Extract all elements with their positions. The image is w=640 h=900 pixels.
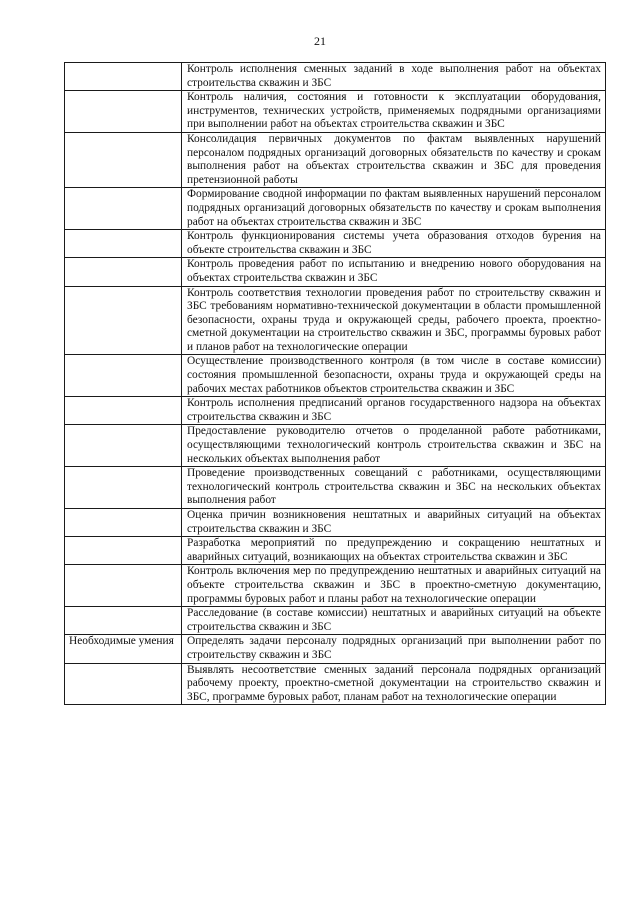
table-row xyxy=(65,258,606,286)
row-label xyxy=(65,663,182,705)
row-label xyxy=(65,91,182,133)
table-row xyxy=(65,565,606,607)
row-text: Расследование (в составе комиссии) нештатных и аварийных ситуаций на объекте строительства скважин и ЗБС xyxy=(182,607,606,635)
row-label xyxy=(65,258,182,286)
row-text: Формирование сводной информации по фактам выявленных нарушений персоналом подрядных организаций договорных обязательств по качеству и срокам выполнения работ на объектах строительства скважин и ЗБС xyxy=(182,188,606,230)
row-text: Проведение производственных совещаний с работниками, осуществляющими технологический контроль строительства скважин и ЗБС на нескольких объектах выполнения работ xyxy=(182,467,606,509)
row-text: Контроль функционирования системы учета образования отходов бурения на объекте строительства скважин и ЗБС xyxy=(182,230,606,258)
row-label xyxy=(65,63,182,91)
table-row xyxy=(65,188,606,230)
table-row xyxy=(65,132,606,187)
table-row xyxy=(65,91,606,133)
table-row xyxy=(65,635,606,663)
row-text: Разработка мероприятий по предупреждению и сокращению нештатных и аварийных ситуаций, возникающих на объектах строительства скважин и ЗБС xyxy=(182,537,606,565)
table-row xyxy=(65,230,606,258)
row-label xyxy=(65,509,182,537)
table-row xyxy=(65,509,606,537)
row-label xyxy=(65,188,182,230)
row-label xyxy=(65,355,182,397)
row-label xyxy=(65,607,182,635)
table-row xyxy=(65,63,606,91)
row-text: Оценка причин возникновения нештатных и аварийных ситуаций на объектах строительства скважин и ЗБС xyxy=(182,509,606,537)
table-row xyxy=(65,425,606,467)
competency-table xyxy=(64,62,606,705)
table-row xyxy=(65,663,606,705)
row-text: Контроль исполнения сменных заданий в ходе выполнения работ на объектах строительства скважин и ЗБС xyxy=(182,63,606,91)
row-text: Контроль наличия, состояния и готовности к эксплуатации оборудования, инструментов, технических устройств, применяемых подрядными организациями при выполнении работ на объектах строительства скважин и ЗБС xyxy=(182,91,606,133)
row-text: Консолидация первичных документов по фактам выявленных нарушений персоналом подрядных организаций договорных обязательств по качеству и срокам выполнения работ на объектах строительства скважин и ЗБС для проведения претензионной работы xyxy=(182,132,606,187)
table-row xyxy=(65,397,606,425)
row-label xyxy=(65,467,182,509)
row-label xyxy=(65,397,182,425)
page-number: 21 xyxy=(314,34,326,48)
row-label xyxy=(65,537,182,565)
row-label xyxy=(65,286,182,355)
row-label: Необходимые умения xyxy=(65,635,182,663)
table-row xyxy=(65,286,606,355)
row-label xyxy=(65,132,182,187)
row-text: Контроль исполнения предписаний органов государственного надзора на объектах строительства скважин и ЗБС xyxy=(182,397,606,425)
row-text: Предоставление руководителю отчетов о проделанной работе работниками, осуществляющими технологический контроль строительства скважин и ЗБС на нескольких объектах выполнения работ xyxy=(182,425,606,467)
table-row xyxy=(65,467,606,509)
table-row xyxy=(65,355,606,397)
row-text: Контроль соответствия технологии проведения работ по строительству скважин и ЗБС требованиям нормативно-технической документации в области промышленной безопасности, охраны труда и окружающей среды, рабочего проекта, проектно-сметной документации на строительство скважин и ЗБС, программы буровых работ и планов работ на технологические операции xyxy=(182,286,606,355)
row-label xyxy=(65,565,182,607)
table-row xyxy=(65,537,606,565)
row-text: Определять задачи персоналу подрядных организаций при выполнении работ по строительству скважин и ЗБС xyxy=(182,635,606,663)
row-label xyxy=(65,425,182,467)
row-text: Осуществление производственного контроля (в том числе в составе комиссии) состояния промышленной безопасности, охраны труда и окружающей среды на рабочих местах работников объектов строительства скважин и ЗБС xyxy=(182,355,606,397)
row-label xyxy=(65,230,182,258)
row-text: Выявлять несоответствие сменных заданий персонала подрядных организаций рабочему проекту, проектно-сметной документации на строительство скважин и ЗБС, программе буровых работ, планам работ на технологические операции xyxy=(182,663,606,705)
table-row xyxy=(65,607,606,635)
row-text: Контроль проведения работ по испытанию и внедрению нового оборудования на объектах строительства скважин и ЗБС xyxy=(182,258,606,286)
row-text: Контроль включения мер по предупреждению нештатных и аварийных ситуаций на объекте строительства скважин и ЗБС в проектно-сметную документацию, программы буровых работ и планы работ на технологические операции xyxy=(182,565,606,607)
